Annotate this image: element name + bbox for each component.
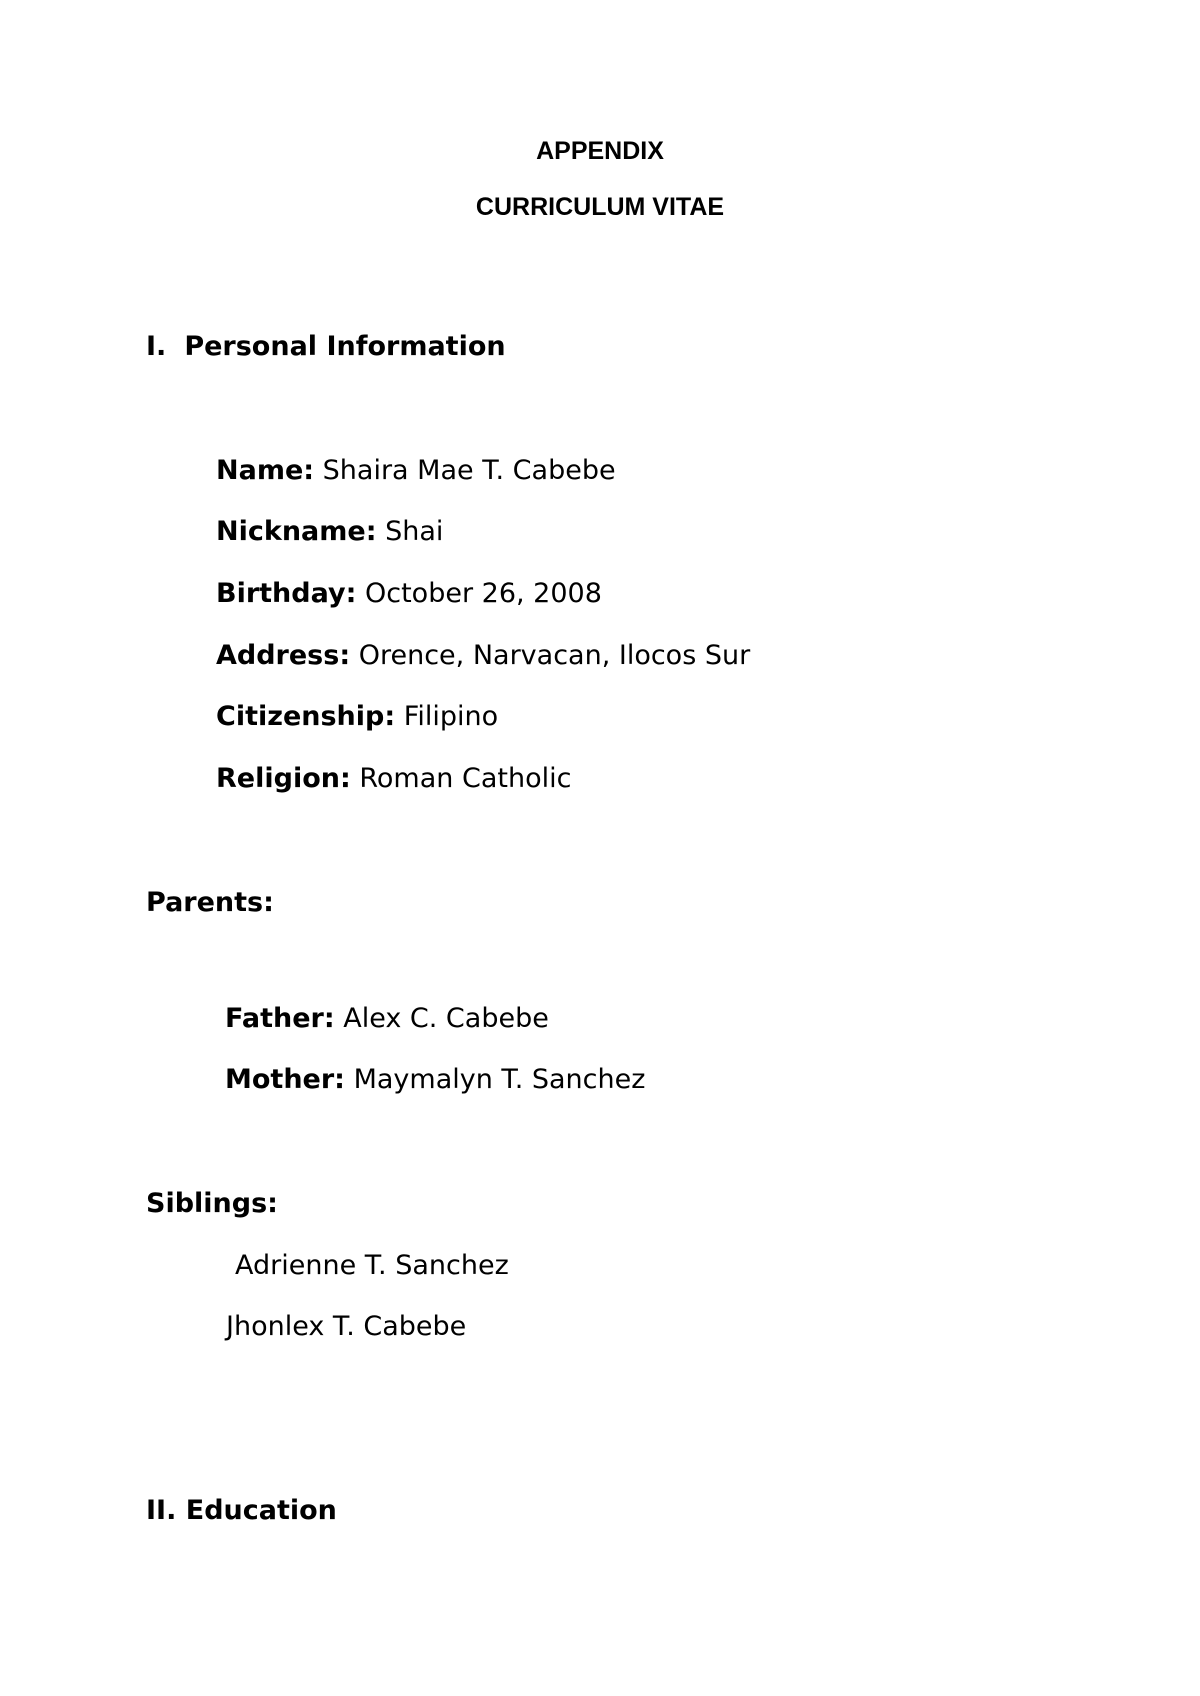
birthday-value: October 26, 2008 — [365, 578, 602, 609]
name-value: Shaira Mae T. Cabebe — [322, 455, 616, 486]
address-value: Orence, Narvacan, Ilocos Sur — [358, 640, 751, 671]
nickname-row — [216, 516, 443, 548]
sibling-item: Jhonlex T. Cabebe — [226, 1311, 467, 1342]
mother-value: Maymalyn T. Sanchez — [353, 1064, 646, 1095]
birthday-label: Birthday: — [216, 578, 357, 609]
nickname-label: Nickname: — [216, 516, 377, 547]
mother-row — [225, 1064, 645, 1096]
citizenship-value: Filipino — [403, 701, 499, 732]
address-label: Address: — [216, 640, 351, 671]
citizenship-row — [216, 701, 498, 733]
section-personal-information — [146, 331, 506, 363]
birthday-row — [216, 578, 602, 610]
religion-value: Roman Catholic — [359, 763, 572, 794]
religion-row — [216, 763, 571, 795]
cv-title: CURRICULUM VITAE — [475, 193, 725, 221]
citizenship-label: Citizenship: — [216, 701, 396, 732]
sibling-item: Adrienne T. Sanchez — [235, 1250, 509, 1281]
mother-label: Mother: — [225, 1064, 345, 1095]
section-number: I. — [146, 331, 167, 362]
religion-label: Religion: — [216, 763, 351, 794]
address-row — [216, 640, 750, 672]
name-row — [216, 455, 616, 487]
nickname-value: Shai — [385, 516, 444, 547]
father-label: Father: — [225, 1003, 335, 1034]
parents-heading: Parents: — [146, 887, 274, 918]
father-row — [225, 1003, 549, 1035]
appendix-heading: APPENDIX — [536, 137, 664, 165]
section-education: II. Education — [146, 1495, 337, 1526]
siblings-heading: Siblings: — [146, 1188, 278, 1219]
section-title: Personal Information — [184, 331, 506, 362]
father-value: Alex C. Cabebe — [343, 1003, 549, 1034]
name-label: Name: — [216, 455, 315, 486]
